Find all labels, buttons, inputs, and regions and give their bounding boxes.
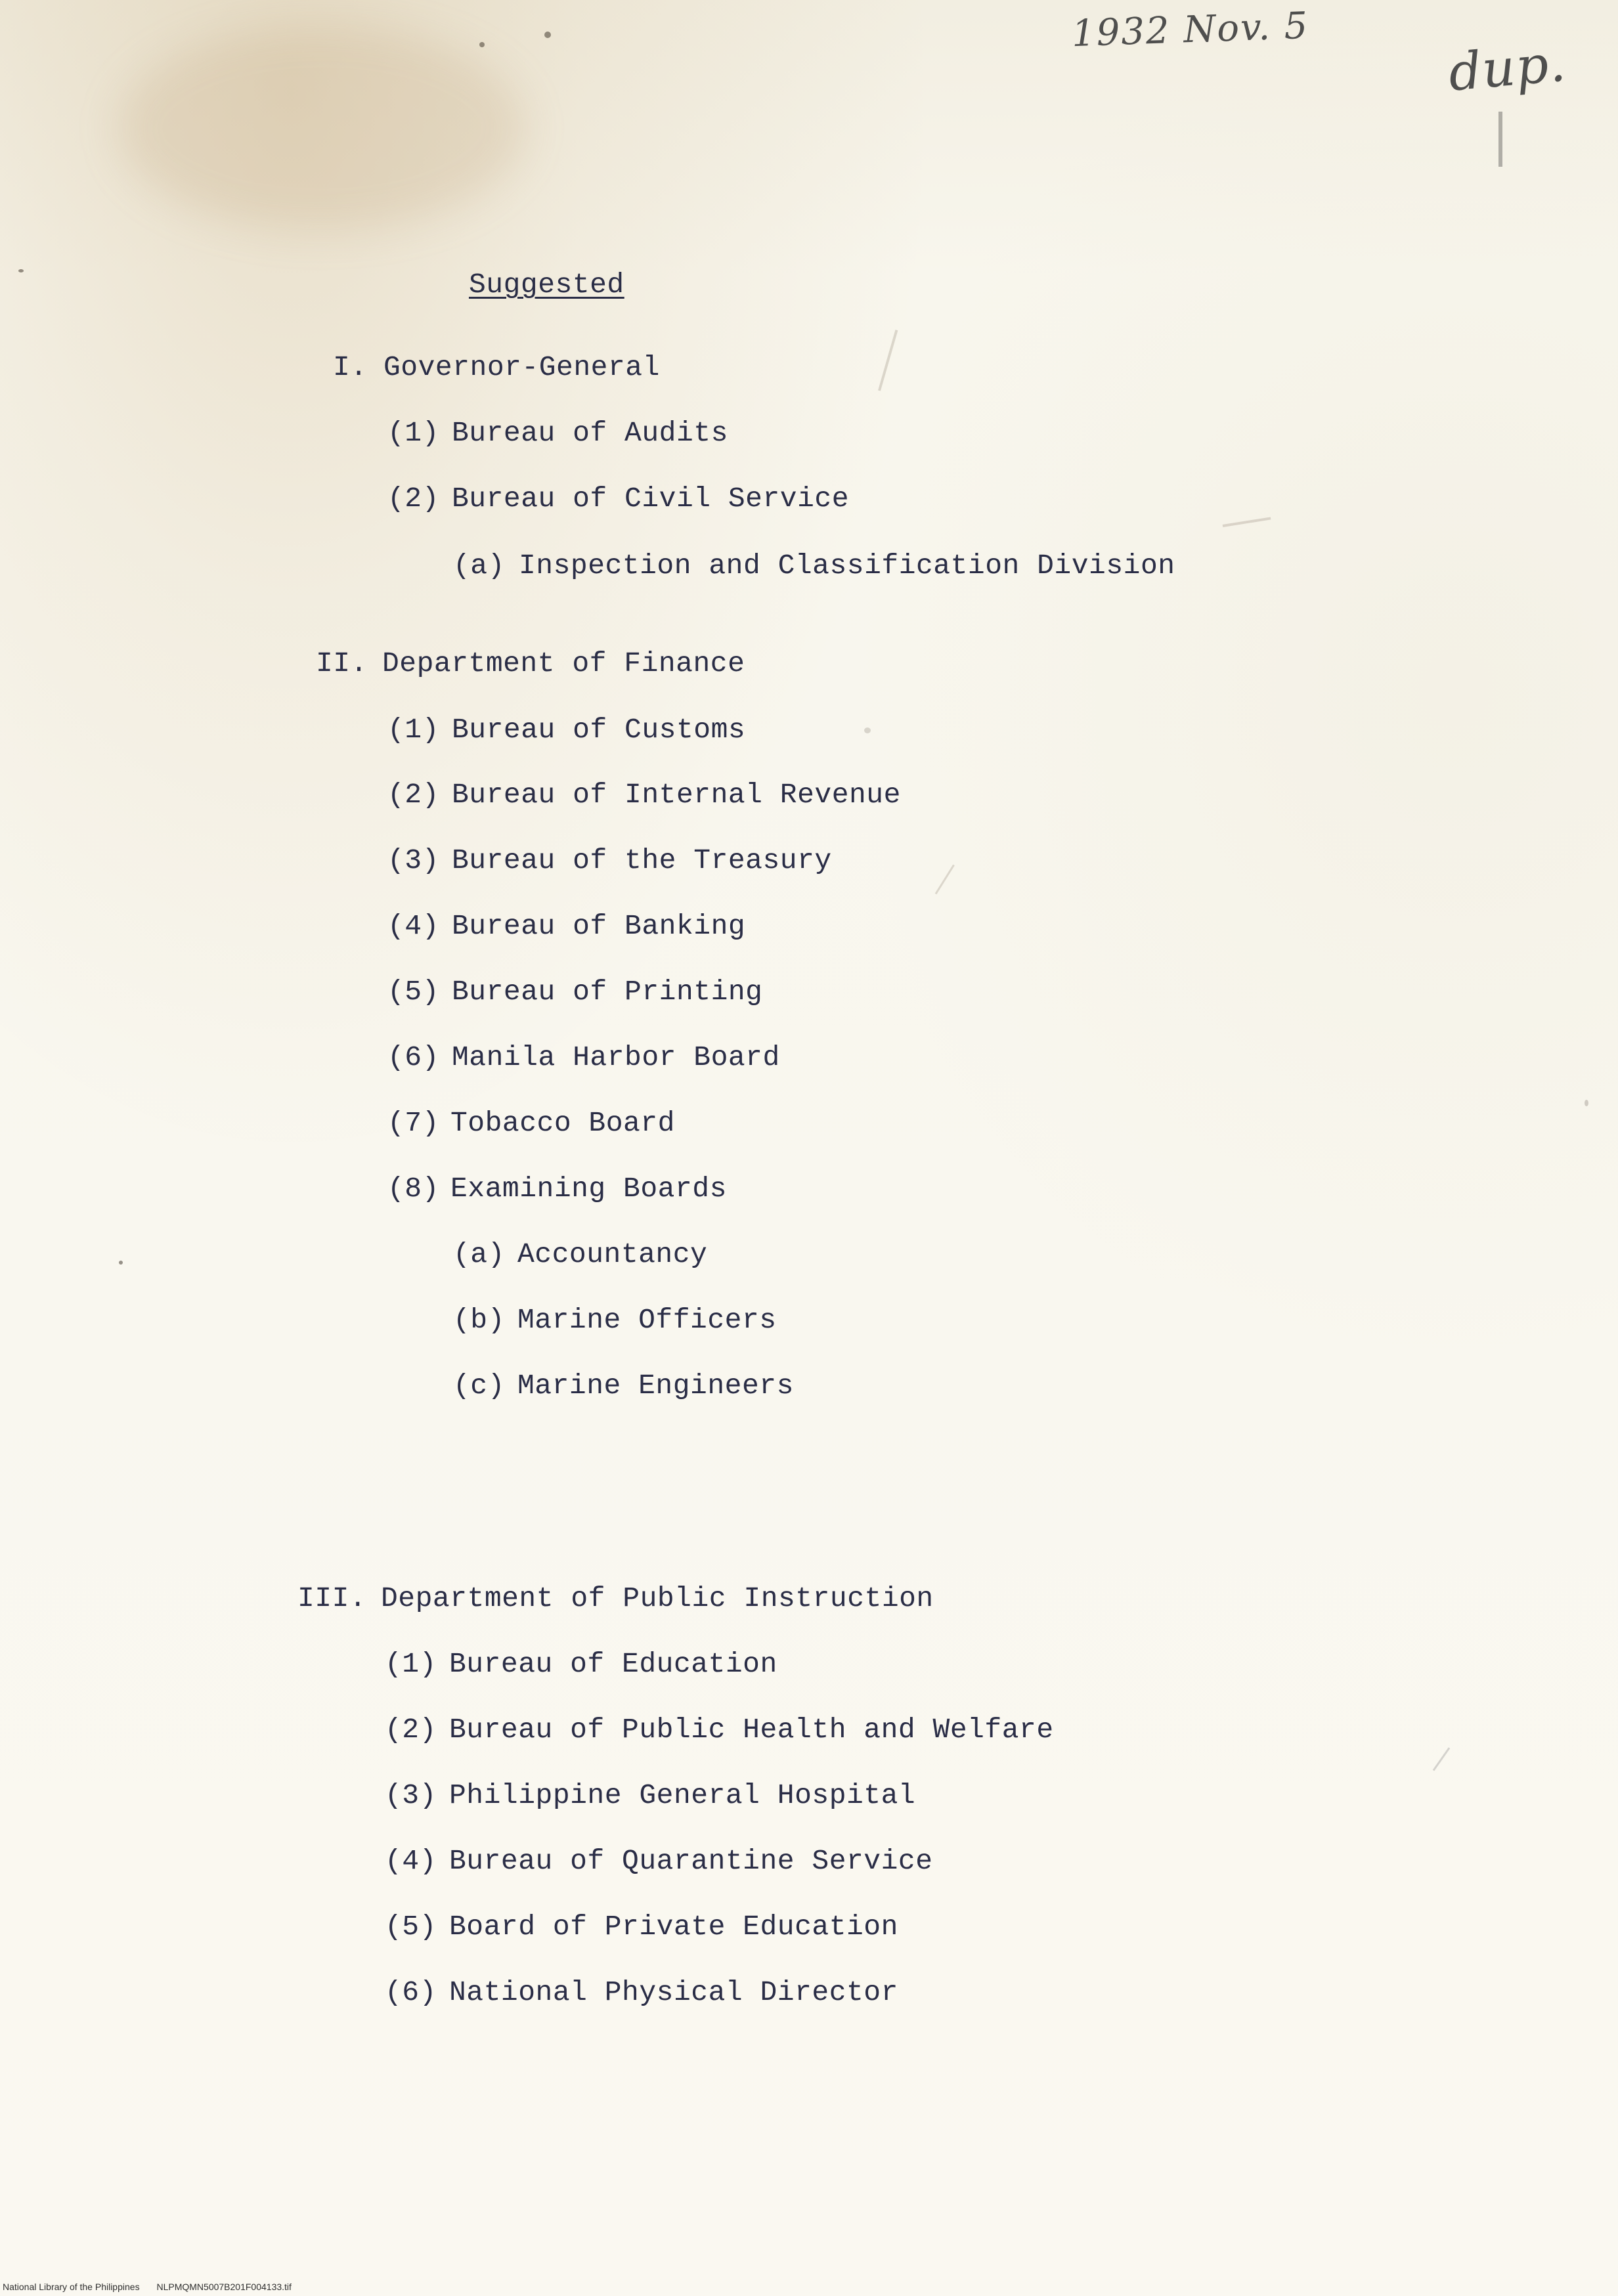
scan-footer [3,2282,292,2292]
paper-scratch [878,330,898,391]
item-label: (8) [387,1173,439,1205]
scan-speck [1585,1100,1588,1106]
document-heading: Suggested [469,269,624,301]
scan-footer-library: National Library of the Philippines [3,2282,140,2292]
item-label: (6) [385,1976,437,2008]
item-label: (a) [453,1238,505,1270]
item-text: National Physical Director [449,1976,898,2008]
scan-speck [18,269,24,272]
item-label: (6) [387,1041,439,1073]
handwritten-note: dup. [1446,33,1569,103]
item-text: Bureau of Internal Revenue [452,779,901,811]
item-text: Examining Boards [450,1173,727,1205]
item-label: (c) [453,1370,505,1402]
item-label: (3) [385,1779,437,1811]
item-text: Bureau of Printing [452,976,763,1008]
item-label: (5) [387,976,439,1008]
item-label: (3) [387,844,439,877]
item-text: Board of Private Education [449,1911,898,1943]
item-label: (1) [387,714,439,746]
section-title: Department of Finance [382,647,745,680]
scan-speck [479,42,485,47]
handwritten-date: 1932 Nov. 5 [1070,4,1310,56]
item-text: Bureau of Banking [452,910,746,942]
paper-scratch [1498,112,1502,167]
paper-stain [118,26,525,230]
item-label: (2) [385,1714,437,1746]
item-label: (7) [387,1107,439,1139]
item-label: (a) [453,550,505,582]
item-label: (4) [387,910,439,942]
item-label: (2) [387,483,439,515]
section-numeral: II. [316,647,368,680]
item-text: Bureau of Audits [452,417,728,449]
item-text: Bureau of Customs [452,714,746,746]
item-text: Bureau of the Treasury [452,844,832,877]
item-label: (2) [387,779,439,811]
scan-speck [119,1261,123,1265]
item-text: Philippine General Hospital [449,1779,916,1811]
item-text: Bureau of Education [449,1648,777,1680]
item-text: Marine Officers [517,1304,777,1336]
item-label: (4) [385,1845,437,1877]
section-numeral: I. [333,351,368,383]
section-title: Governor-General [383,351,660,383]
item-text: Bureau of Quarantine Service [449,1845,933,1877]
section-title: Department of Public Instruction [381,1582,934,1614]
paper-scratch [1223,517,1271,527]
item-label: (5) [385,1911,437,1943]
item-label: (1) [387,417,439,449]
scan-speck [544,32,551,38]
item-label: (1) [385,1648,437,1680]
paper-scratch [935,865,955,895]
item-text: Bureau of Public Health and Welfare [449,1714,1054,1746]
scan-footer-file-id: NLPMQMN5007B201F004133.tif [156,2282,292,2292]
item-label: (b) [453,1304,505,1336]
item-text: Manila Harbor Board [452,1041,780,1073]
item-text: Bureau of Civil Service [452,483,849,515]
item-text: Marine Engineers [517,1370,794,1402]
item-text: Accountancy [517,1238,708,1270]
item-text: Inspection and Classification Division [519,550,1175,582]
item-text: Tobacco Board [450,1107,675,1139]
scan-speck [864,727,871,733]
paper-scratch [1433,1747,1451,1771]
section-numeral: III. [297,1582,367,1614]
